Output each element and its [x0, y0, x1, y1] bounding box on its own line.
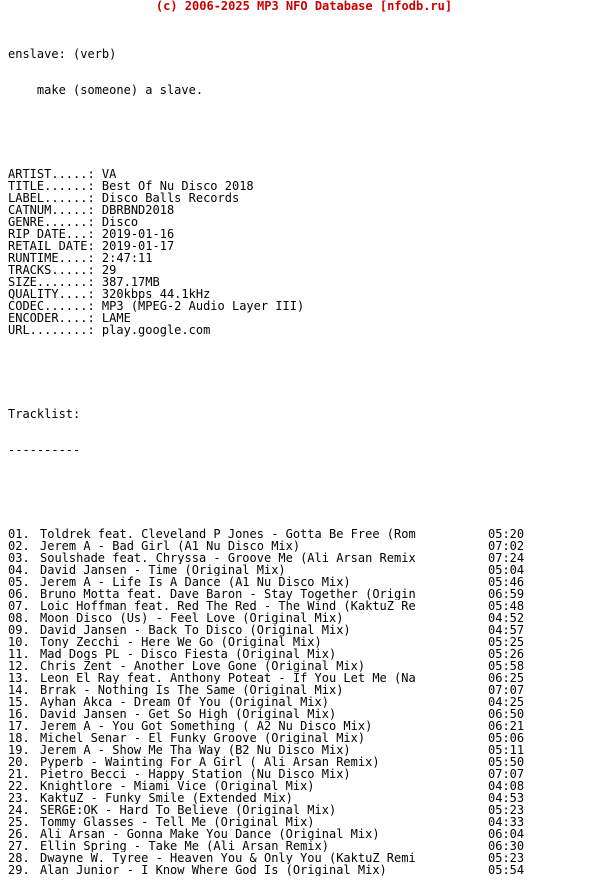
info-label: QUALITY....:: [8, 287, 102, 301]
track-number: 17.: [8, 719, 30, 733]
tracklist-heading: Tracklist:: [8, 407, 81, 421]
track-title: Toldrek feat. Cleveland P Jones - Gotta Be Free (Rom: [40, 528, 416, 540]
info-value: 2019-01-16: [101, 227, 175, 241]
track-row: [8, 672, 538, 684]
track-number: 02.: [8, 539, 30, 553]
info-value: 2019-01-17: [101, 239, 175, 253]
info-label: ENCODER....:: [8, 311, 102, 325]
track-row: [8, 552, 538, 564]
info-label: TRACKS.....:: [8, 263, 102, 277]
track-number: 14.: [8, 683, 30, 697]
track-duration: 05:54: [488, 863, 525, 877]
info-value: 2:47:11: [101, 251, 153, 265]
track-number: 27.: [8, 839, 30, 853]
track-duration: 06:25: [488, 671, 525, 685]
track-duration: 05:46: [488, 575, 525, 589]
info-label: RUNTIME....:: [8, 251, 102, 265]
track-duration: 05:58: [488, 659, 525, 673]
blank-line: [8, 480, 538, 492]
track-number: 24.: [8, 803, 30, 817]
release-info: [8, 168, 538, 336]
track-number: 15.: [8, 695, 30, 709]
track-list: [8, 528, 538, 876]
info-label: ARTIST.....:: [8, 167, 102, 181]
track-number: 19.: [8, 743, 30, 757]
track-row: [8, 708, 538, 720]
track-duration: 05:23: [488, 803, 525, 817]
track-title: Jerem A - Life Is A Dance (A1 Nu Disco Mix): [40, 576, 351, 588]
blank-line: [8, 120, 538, 132]
track-title: Dwayne W. Tyree - Heaven You & Only You (KaktuZ Remi: [40, 852, 416, 864]
info-label: CATNUM.....:: [8, 203, 102, 217]
site-banner: (c) 2006-2025 MP3 NFO Database [nfodb.ru]: [155, 0, 453, 13]
tracklist-rule: ----------: [8, 443, 81, 457]
track-duration: 06:59: [488, 587, 525, 601]
track-row: [8, 648, 538, 660]
track-row: [8, 576, 538, 588]
track-number: 04.: [8, 563, 30, 577]
track-duration: 05:11: [488, 743, 525, 757]
track-row: [8, 684, 538, 696]
track-title: Jerem A - Show Me Tha Way (B2 Nu Disco Mix): [40, 744, 351, 756]
info-label: SIZE.......:: [8, 275, 102, 289]
track-number: 06.: [8, 587, 30, 601]
track-number: 13.: [8, 671, 30, 685]
track-number: 11.: [8, 647, 30, 661]
track-duration: 06:04: [488, 827, 525, 841]
track-number: 03.: [8, 551, 30, 565]
info-label: LABEL......:: [8, 191, 102, 205]
track-duration: 05:04: [488, 563, 525, 577]
info-label: RETAIL DATE:: [8, 239, 102, 253]
track-duration: 05:06: [488, 731, 525, 745]
track-duration: 07:24: [488, 551, 525, 565]
track-duration: 05:23: [488, 851, 525, 865]
track-row: [8, 660, 538, 672]
track-duration: 05:48: [488, 599, 525, 613]
track-title: Tommy Glasses - Tell Me (Original Mix): [40, 816, 315, 828]
track-title: Jerem A - Bad Girl (A1 Nu Disco Mix): [40, 540, 301, 552]
track-duration: 05:50: [488, 755, 525, 769]
track-number: 16.: [8, 707, 30, 721]
track-title: David Jansen - Time (Original Mix): [40, 564, 286, 576]
track-title: David Jansen - Get So High (Original Mix): [40, 708, 337, 720]
info-value: 320kbps 44.1kHz: [101, 287, 211, 301]
track-title: Ayhan Akca - Dream Of You (Original Mix): [40, 696, 329, 708]
track-title: Chris Zent - Another Love Gone (Original Mix): [40, 660, 366, 672]
info-label: RIP DATE...:: [8, 227, 102, 241]
track-duration: 04:52: [488, 611, 525, 625]
track-duration: 05:26: [488, 647, 525, 661]
track-row: [8, 624, 538, 636]
track-number: 01.: [8, 527, 30, 541]
track-title: Pyperb - Wainting For A Girl ( Ali Arsan Remix): [40, 756, 380, 768]
track-row: [8, 840, 538, 852]
track-duration: 04:08: [488, 779, 525, 793]
track-number: 26.: [8, 827, 30, 841]
track-row: [8, 780, 538, 792]
track-row: [8, 564, 538, 576]
track-title: Alan Junior - I Know Where God Is (Original Mix): [40, 864, 387, 876]
track-title: Ali Arsan - Gonna Make You Dance (Original Mix): [40, 828, 380, 840]
track-duration: 07:02: [488, 539, 525, 553]
track-title: Bruno Motta feat. Dave Baron - Stay Together (Origin: [40, 588, 416, 600]
info-value: Disco: [101, 215, 139, 229]
track-duration: 06:21: [488, 719, 525, 733]
track-duration: 06:30: [488, 839, 525, 853]
track-number: 21.: [8, 767, 30, 781]
track-number: 07.: [8, 599, 30, 613]
track-title: Ellin Spring - Take Me (Ali Arsan Remix): [40, 840, 329, 852]
track-number: 10.: [8, 635, 30, 649]
info-value: 29: [101, 263, 117, 277]
blank-line: [8, 372, 538, 384]
track-title: Soulshade feat. Chryssa - Groove Me (Ali Arsan Remix: [40, 552, 416, 564]
info-value: Disco Balls Records: [101, 191, 240, 205]
track-number: 08.: [8, 611, 30, 625]
track-number: 09.: [8, 623, 30, 637]
track-number: 22.: [8, 779, 30, 793]
info-row: [8, 324, 538, 336]
track-row: [8, 804, 538, 816]
track-row: [8, 828, 538, 840]
info-value: 387.17MB: [101, 275, 160, 289]
track-row: [8, 528, 538, 540]
track-row: [8, 792, 538, 804]
track-row: [8, 588, 538, 600]
info-value: DBRBND2018: [101, 203, 175, 217]
track-title: Tony Zecchi - Here We Go (Original Mix): [40, 636, 322, 648]
info-label: URL........:: [8, 323, 102, 337]
track-title: Pietro Becci - Happy Station (Nu Disco Mix): [40, 768, 351, 780]
track-number: 20.: [8, 755, 30, 769]
track-row: [8, 864, 538, 876]
track-row: [8, 756, 538, 768]
track-number: 29.: [8, 863, 30, 877]
track-duration: 05:20: [488, 527, 525, 541]
nfo-document: [8, 24, 538, 888]
info-value: LAME: [101, 311, 131, 325]
track-number: 12.: [8, 659, 30, 673]
track-row: [8, 600, 538, 612]
track-title: Leon El Ray feat. Anthony Poteat - If You Let Me (Na: [40, 672, 416, 684]
info-label: TITLE......:: [8, 179, 102, 193]
track-number: 23.: [8, 791, 30, 805]
track-row: [8, 852, 538, 864]
track-title: Brrak - Nothing Is The Same (Original Mix): [40, 684, 344, 696]
track-row: [8, 720, 538, 732]
info-label: CODEC......:: [8, 299, 102, 313]
track-title: KaktuZ - Funky Smile (Extended Mix): [40, 792, 293, 804]
track-title: Mad Dogs PL - Disco Fiesta (Original Mix): [40, 648, 337, 660]
track-row: [8, 696, 538, 708]
track-duration: 04:53: [488, 791, 525, 805]
definition-line-1: enslave: (verb): [8, 47, 117, 61]
track-duration: 07:07: [488, 767, 525, 781]
definition-line-2: make (someone) a slave.: [8, 83, 204, 97]
info-value: MP3 (MPEG-2 Audio Layer III): [101, 299, 305, 313]
track-title: David Jansen - Back To Disco (Original Mix): [40, 624, 351, 636]
track-number: 25.: [8, 815, 30, 829]
track-row: [8, 744, 538, 756]
track-row: [8, 612, 538, 624]
track-row: [8, 816, 538, 828]
track-title: SERGE:OK - Hard To Believe (Original Mix): [40, 804, 337, 816]
info-label: GENRE......:: [8, 215, 102, 229]
track-duration: 04:33: [488, 815, 525, 829]
track-number: 28.: [8, 851, 30, 865]
track-row: [8, 540, 538, 552]
info-value: VA: [101, 167, 117, 181]
track-number: 05.: [8, 575, 30, 589]
track-row: [8, 732, 538, 744]
track-duration: 06:50: [488, 707, 525, 721]
info-value: play.google.com: [101, 323, 211, 337]
track-row: [8, 768, 538, 780]
track-duration: 04:57: [488, 623, 525, 637]
track-title: Knightlore - Miami Vice (Original Mix): [40, 780, 315, 792]
track-title: Michel Senar - El Funky Groove (Original Mix): [40, 732, 366, 744]
track-number: 18.: [8, 731, 30, 745]
track-row: [8, 636, 538, 648]
track-title: Jerem A - You Got Something ( A2 Nu Disco Mix): [40, 720, 373, 732]
track-duration: 04:25: [488, 695, 525, 709]
track-title: Moon Disco (Us) - Feel Love (Original Mix): [40, 612, 344, 624]
info-value: Best Of Nu Disco 2018: [101, 179, 254, 193]
track-duration: 07:07: [488, 683, 525, 697]
track-title: Loic Hoffman feat. Red The Red - The Wind (KaktuZ Re: [40, 600, 416, 612]
track-duration: 05:25: [488, 635, 525, 649]
